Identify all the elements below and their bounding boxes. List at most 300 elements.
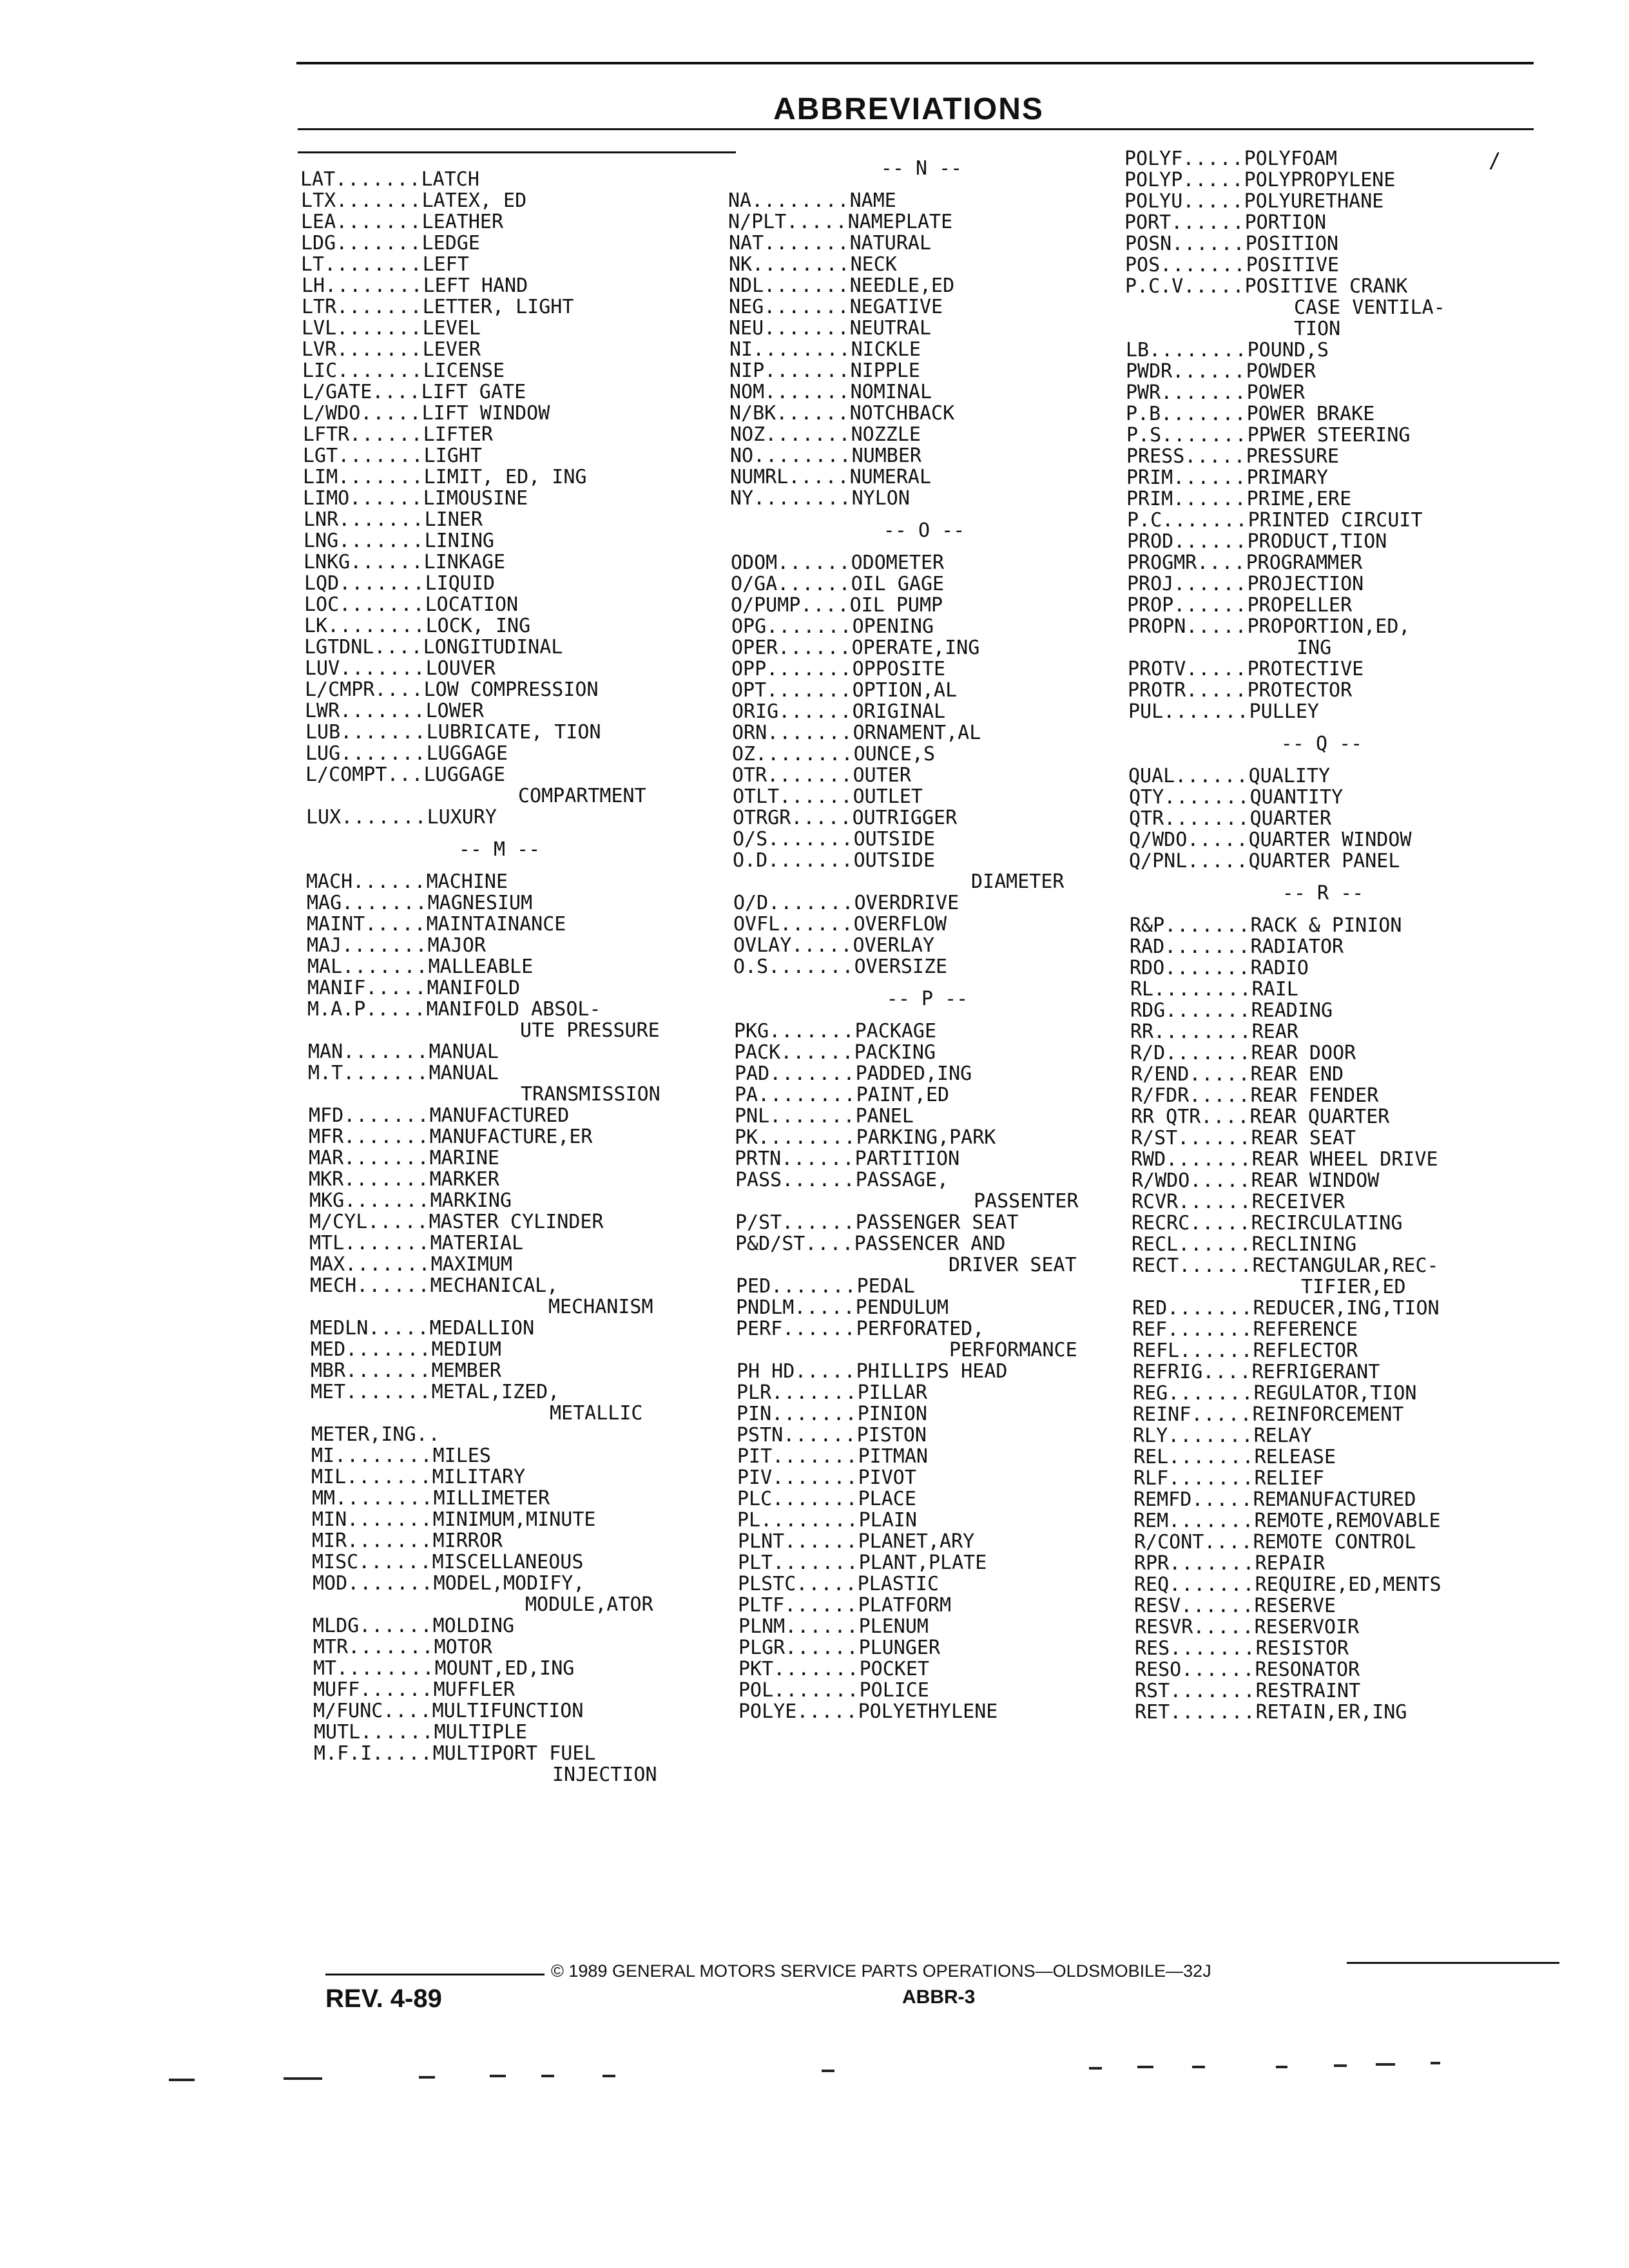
leader-dots: .......: [1169, 1573, 1255, 1596]
scan-mark: [284, 2077, 322, 2080]
abbreviation-code: POLYF: [1124, 148, 1183, 170]
abbreviation-code: MT: [313, 1657, 337, 1680]
abbreviation-meaning: METAL,IZED,: [431, 1381, 560, 1403]
abbreviation-entry: [1133, 1468, 1324, 1489]
abbreviation-code: LT: [301, 253, 325, 276]
abbreviation-entry: [735, 1212, 1019, 1233]
leader-dots: .......: [1167, 1297, 1253, 1320]
abbreviation-meaning: LEFT: [422, 253, 469, 276]
abbreviation-meaning: LATEX, ED: [421, 189, 527, 212]
footer-left-rule: [325, 1974, 545, 1975]
abbreviation-entry: [1135, 1680, 1360, 1702]
abbreviation-entry: [300, 169, 479, 190]
abbreviation-entry: [302, 318, 481, 339]
abbreviation-entry: [312, 1488, 550, 1509]
abbreviation-entry: [311, 1445, 491, 1466]
abbreviation-entry: [1127, 531, 1387, 552]
abbreviation-entry: [1130, 1000, 1333, 1021]
abbreviation-entry: [729, 360, 920, 381]
abbreviation-code: LDG: [301, 232, 336, 255]
leader-dots: .......: [767, 764, 853, 787]
abbreviation-code: OZ: [732, 743, 756, 765]
abbreviation-code: RR: [1130, 1021, 1154, 1043]
abbreviation-meaning: QUALITY: [1248, 765, 1331, 787]
meaning-continuation: DRIVER SEAT: [949, 1254, 1077, 1276]
abbreviation-meaning: POWER BRAKE: [1246, 403, 1375, 425]
abbreviation-code: PASS: [735, 1169, 782, 1191]
abbreviation-meaning: REMANUFACTURED: [1253, 1488, 1416, 1511]
abbreviation-code: POLYU: [1124, 190, 1183, 213]
abbreviation-entry: [1128, 701, 1319, 722]
abbreviation-code: R/ST: [1131, 1127, 1178, 1149]
leader-dots: ......: [359, 1615, 433, 1637]
abbreviation-meaning: MODEL,MODIFY,: [433, 1572, 585, 1595]
abbreviation-entry: [733, 914, 947, 935]
abbreviation-code: REL: [1133, 1446, 1169, 1468]
abbreviation-entry: [302, 403, 550, 424]
abbreviation-meaning: PAINT,ED: [856, 1084, 950, 1106]
leader-dots: ......: [1181, 1658, 1255, 1681]
abbreviation-entry: [731, 637, 979, 658]
abbreviation-meaning: RELIEF: [1254, 1467, 1324, 1490]
abbreviation-meaning: POSITION: [1245, 233, 1339, 255]
abbreviation-entry: [313, 1615, 514, 1637]
leader-dots: ....: [372, 381, 421, 403]
leader-dots: .......: [1164, 786, 1250, 809]
abbreviation-code: NY: [730, 487, 754, 510]
abbreviation-entry: [309, 1126, 593, 1148]
abbreviation-code: MLDG: [313, 1615, 360, 1637]
leader-dots: .......: [1170, 1680, 1256, 1702]
abbreviation-entry: [1126, 446, 1339, 467]
leader-dots: ......: [778, 637, 852, 659]
abbreviation-meaning: PACKAGE: [854, 1020, 937, 1043]
abbreviation-code: LIM: [303, 466, 338, 488]
abbreviation-entry: [302, 296, 574, 318]
abbreviation-entry: [1135, 1617, 1359, 1638]
abbreviation-code: MM: [312, 1487, 336, 1510]
abbreviation-entry: [307, 892, 532, 914]
abbreviation-code: LWR: [305, 700, 340, 722]
abbreviation-code: RED: [1132, 1297, 1168, 1320]
abbreviation-code: MUFF: [313, 1678, 360, 1701]
leader-dots: ......: [356, 1274, 430, 1297]
abbreviation-code: OVFL: [733, 913, 780, 936]
abbreviation-code: REF: [1132, 1318, 1168, 1341]
leader-dots: ......: [779, 785, 853, 808]
abbreviation-entry: [309, 1105, 569, 1126]
leader-dots: .....: [368, 1317, 430, 1340]
abbreviation-entry: [731, 616, 934, 637]
abbreviation-code: P/ST: [735, 1211, 782, 1234]
abbreviation-meaning: MILLIMETER: [433, 1487, 550, 1510]
meaning-continuation: INJECTION: [552, 1763, 657, 1786]
leader-dots: .......: [344, 1232, 430, 1254]
abbreviation-meaning: NOMINAL: [850, 381, 932, 403]
leader-dots: .....: [1190, 1169, 1251, 1192]
leader-dots: ......: [785, 1637, 859, 1659]
abbreviation-code: PLNM: [738, 1615, 786, 1638]
abbreviation-entry: [732, 722, 981, 744]
abbreviation-meaning: OPENING: [852, 615, 934, 638]
abbreviation-code: PRTN: [735, 1148, 782, 1170]
abbreviation-code: LGT: [303, 445, 338, 467]
abbreviation-code: MI: [311, 1445, 335, 1467]
leader-dots: .......: [343, 1041, 429, 1063]
abbreviation-code: MFD: [309, 1104, 344, 1127]
abbreviation-entry: [301, 233, 480, 254]
abbreviation-entry: [305, 743, 508, 764]
abbreviation-code: RET: [1135, 1701, 1170, 1724]
abbreviation-entry: [733, 829, 935, 850]
abbreviation-entry: [313, 1658, 574, 1679]
leader-dots: .....: [786, 211, 848, 233]
abbreviation-meaning: NIPPLE: [850, 360, 920, 382]
meaning-continuation: UTE PRESSURE: [520, 1019, 660, 1042]
meaning-continuation: COMPARTMENT: [518, 785, 646, 807]
abbreviation-code: PACK: [734, 1041, 781, 1064]
meaning-continuation: ING: [1296, 637, 1332, 659]
leader-dots: ......: [1171, 211, 1245, 234]
leader-dots: ......: [1172, 360, 1246, 383]
meaning-continuation: CASE VENTILA-: [1294, 296, 1445, 319]
leader-dots: .......: [772, 1445, 858, 1468]
leader-dots: .....: [1187, 850, 1249, 872]
abbreviation-code: NEU: [729, 317, 764, 340]
abbreviation-meaning: LIMIT, ED, ING: [423, 466, 587, 488]
leader-dots: .......: [346, 1466, 432, 1488]
abbreviation-code: M/CYL: [309, 1211, 368, 1233]
abbreviation-entry: [738, 1658, 929, 1680]
abbreviation-entry: [730, 424, 921, 445]
leader-dots: .......: [344, 1189, 430, 1212]
abbreviation-entry: [310, 1318, 534, 1339]
abbreviation-entry: [735, 1169, 949, 1191]
abbreviation-entry: [737, 1403, 927, 1425]
abbreviation-code: RR QTR: [1131, 1106, 1201, 1128]
abbreviation-meaning: PLACE: [858, 1488, 916, 1510]
leader-dots: ......: [1173, 573, 1248, 595]
leader-dots: ........: [753, 487, 852, 510]
abbreviation-code: MAR: [309, 1147, 344, 1169]
abbreviation-code: LUB: [305, 721, 341, 744]
abbreviation-meaning: MARKING: [430, 1189, 512, 1212]
abbreviation-code: MKR: [309, 1168, 344, 1191]
leader-dots: .......: [1164, 914, 1251, 937]
leader-dots: ........: [336, 1657, 435, 1680]
leader-dots: .......: [345, 1381, 432, 1403]
abbreviation-code: PROTV: [1128, 658, 1186, 680]
abbreviation-meaning: REAR: [1251, 1021, 1298, 1043]
leader-dots: ......: [1178, 1191, 1252, 1213]
abbreviation-entry: [1126, 488, 1351, 510]
abbreviation-entry: [302, 275, 528, 296]
abbreviation-code: M/FUNC: [313, 1700, 383, 1722]
abbreviation-entry: [1129, 808, 1331, 829]
abbreviation-meaning: PASSENCER AND: [854, 1233, 1006, 1255]
abbreviation-meaning: LATCH: [421, 168, 479, 191]
abbreviation-code: PLNT: [738, 1530, 785, 1553]
abbreviation-meaning: LIFT WINDOW: [421, 402, 550, 425]
leader-dots: ......: [781, 1148, 855, 1170]
leader-dots: ........: [753, 338, 851, 361]
abbreviation-meaning: LETTER, LIGHT: [422, 296, 574, 318]
abbreviation-entry: [730, 466, 931, 488]
abbreviation-meaning: LICENSE: [423, 360, 505, 382]
leader-dots: .......: [343, 1168, 430, 1191]
abbreviation-entry: [309, 1148, 499, 1169]
abbreviation-code: RLY: [1133, 1425, 1168, 1447]
leader-dots: .......: [769, 1105, 856, 1128]
abbreviation-entry: [1127, 510, 1423, 531]
scan-mark: [1089, 2067, 1102, 2070]
abbreviation-code: LNR: [304, 508, 339, 531]
abbreviation-code: O.D: [733, 849, 768, 872]
scan-mark: [1334, 2064, 1347, 2067]
scan-mark: [602, 2075, 615, 2077]
leader-dots: ....: [1197, 552, 1246, 574]
abbreviation-meaning: RECLINING: [1251, 1233, 1357, 1256]
abbreviation-entry: [1133, 1404, 1403, 1425]
abbreviation-code: LVR: [302, 338, 337, 361]
abbreviation-meaning: POLYETHYLENE: [858, 1700, 998, 1723]
abbreviation-code: MAN: [308, 1041, 343, 1063]
abbreviation-code: PAD: [735, 1062, 770, 1085]
abbreviation-code: MIN: [312, 1508, 347, 1531]
abbreviation-meaning: MAXIMUM: [430, 1253, 513, 1276]
section-letter-heading: -- M --: [458, 838, 541, 861]
leader-dots: ......: [777, 573, 851, 595]
leader-dots: .....: [1193, 1616, 1255, 1639]
abbreviation-meaning: PORTION: [1244, 211, 1327, 234]
abbreviation-entry: [732, 744, 935, 765]
leader-dots: .......: [347, 1508, 433, 1531]
abbreviation-meaning: NEGATIVE: [849, 296, 943, 318]
leader-dots: .......: [1168, 1446, 1255, 1468]
abbreviation-meaning: NAMEPLATE: [847, 211, 953, 233]
abbreviation-meaning: PRIMARY: [1246, 466, 1329, 489]
abbreviation-meaning: PLASTIC: [857, 1573, 940, 1595]
leader-dots: .......: [1162, 509, 1248, 532]
abbreviation-code: MANIF: [307, 977, 366, 999]
abbreviation-code: NK: [729, 253, 753, 276]
abbreviation-code: NOZ: [730, 423, 766, 446]
scan-mark: [419, 2076, 435, 2079]
abbreviation-code: PLT: [738, 1552, 773, 1574]
abbreviation-code: MAG: [307, 892, 342, 914]
leader-dots: .....: [1182, 190, 1244, 213]
leader-dots: .......: [342, 934, 428, 957]
leader-dots: ........: [758, 1084, 856, 1106]
abbreviation-code: PRIM: [1126, 466, 1173, 489]
leader-dots: .......: [765, 423, 851, 446]
abbreviation-meaning: REFERENCE: [1253, 1318, 1358, 1341]
leader-dots: .......: [773, 1552, 859, 1574]
abbreviation-entry: [1129, 787, 1343, 808]
leader-dots: .....: [1191, 1488, 1253, 1511]
abbreviation-meaning: NICKLE: [851, 338, 921, 361]
leader-dots: ......: [1173, 530, 1248, 553]
leader-dots: .......: [1161, 381, 1247, 404]
leader-dots: .......: [345, 1360, 432, 1382]
abbreviation-entry: [304, 552, 505, 573]
leader-dots: ......: [784, 1530, 858, 1553]
abbreviation-code: OPP: [731, 658, 767, 680]
leader-dots: .......: [336, 232, 422, 255]
abbreviation-meaning: MULTIPORT FUEL: [432, 1742, 596, 1765]
abbreviation-entry: [1129, 850, 1400, 872]
abbreviation-code: R&P: [1130, 914, 1165, 937]
abbreviation-meaning: MOTOR: [434, 1636, 492, 1658]
abbreviation-meaning: PERFORATED,: [856, 1318, 985, 1340]
abbreviation-code: LB: [1126, 339, 1150, 361]
leader-dots: .......: [1164, 936, 1251, 958]
abbreviation-code: LVL: [302, 317, 337, 340]
leader-dots: .......: [773, 1658, 860, 1680]
leader-dots: .....: [794, 1296, 856, 1319]
abbreviation-entry: [730, 488, 910, 509]
abbreviation-entry: [728, 211, 952, 233]
abbreviation-code: PLR: [737, 1381, 772, 1404]
abbreviation-code: POS: [1125, 254, 1161, 276]
abbreviation-meaning: PROPELLER: [1247, 594, 1353, 617]
abbreviation-code: MAINT: [307, 913, 365, 936]
abbreviation-code: LFTR: [303, 423, 350, 446]
abbreviation-code: OPER: [731, 637, 778, 659]
abbreviation-entry: [1132, 1213, 1402, 1234]
abbreviation-entry: [308, 1062, 499, 1084]
abbreviation-meaning: PPWER STEERING: [1247, 424, 1411, 447]
leader-dots: .....: [1183, 275, 1245, 298]
abbreviation-meaning: NEUTRAL: [849, 317, 932, 340]
leader-dots: ....: [383, 1742, 433, 1765]
abbreviation-entry: [732, 701, 945, 722]
abbreviation-entry: [729, 275, 954, 296]
abbreviation-code: MET: [311, 1381, 346, 1403]
abbreviation-meaning: POLICE: [859, 1679, 929, 1702]
abbreviation-entry: [737, 1382, 927, 1403]
leader-dots: ......: [352, 870, 427, 893]
leader-dots: .......: [1166, 1148, 1252, 1171]
abbreviation-meaning: MISCELLANEOUS: [432, 1551, 584, 1573]
leader-dots: .......: [767, 722, 853, 744]
abbreviation-meaning: PLENUM: [858, 1615, 929, 1638]
abbreviation-entry: [312, 1509, 596, 1530]
leader-dots: ....: [377, 998, 427, 1021]
abbreviation-code: MECH: [310, 1274, 357, 1297]
abbreviation-entry: [1127, 595, 1352, 616]
abbreviation-meaning: MEDIUM: [431, 1338, 501, 1361]
abbreviation-code: R/D: [1130, 1042, 1166, 1064]
leader-dots: ....: [805, 1233, 854, 1255]
abbreviation-entry: [1131, 1085, 1378, 1106]
abbreviation-meaning: NYLON: [851, 487, 910, 510]
leader-dots: .......: [345, 1338, 432, 1361]
leader-dots: .....: [1186, 679, 1248, 702]
abbreviation-meaning: REAR SEAT: [1251, 1127, 1356, 1149]
abbreviation-entry: [1132, 1234, 1356, 1255]
leader-dots: ........: [1153, 978, 1252, 1001]
abbreviation-code: M.A.P.: [307, 998, 378, 1021]
abbreviation-entry: [313, 1679, 515, 1700]
leader-dots: ....: [374, 636, 423, 658]
abbreviation-entry: [1130, 915, 1402, 936]
leader-dots: ......: [360, 1721, 434, 1744]
leader-dots: ........: [327, 615, 426, 637]
abbreviation-code: MTL: [309, 1232, 345, 1254]
abbreviation-meaning: REDUCER,ING,TION: [1253, 1297, 1440, 1320]
abbreviation-code: L/WDO: [302, 402, 361, 425]
leader-dots: .....: [1189, 1063, 1251, 1086]
abbreviation-meaning: REQUIRE,ED,MENTS: [1255, 1573, 1441, 1596]
abbreviation-entry: [729, 233, 931, 254]
abbreviation-code: LOC: [304, 593, 340, 616]
abbreviation-entry: [1132, 1170, 1379, 1191]
abbreviation-entry: [303, 488, 528, 509]
leader-dots: ........: [752, 253, 851, 276]
abbreviation-meaning: QUARTER: [1249, 807, 1332, 830]
abbreviation-entry: [301, 190, 526, 211]
abbreviation-meaning: MILES: [432, 1445, 491, 1467]
abbreviation-meaning: POUND,S: [1247, 339, 1329, 361]
abbreviation-entry: [736, 1276, 915, 1297]
abbreviation-entry: [310, 1254, 512, 1275]
leader-dots: ......: [1173, 594, 1248, 617]
abbreviation-code: REM: [1133, 1510, 1169, 1532]
abbreviation-code: PL: [737, 1509, 761, 1532]
abbreviation-meaning: MATERIAL: [430, 1232, 524, 1254]
abbreviation-meaning: OVERDRIVE: [854, 892, 959, 914]
leader-dots: .......: [1168, 1425, 1254, 1447]
abbreviation-entry: [729, 339, 921, 360]
abbreviation-entry: [736, 1297, 949, 1318]
leader-dots: ......: [1173, 488, 1247, 510]
abbreviation-entry: [1124, 169, 1395, 191]
leader-dots: ......: [1179, 1340, 1253, 1362]
abbreviation-code: LK: [304, 615, 328, 637]
abbreviation-code: PWDR: [1126, 360, 1173, 383]
leader-dots: ......: [1178, 1233, 1252, 1256]
abbreviation-code: PROGMR: [1127, 552, 1197, 574]
abbreviation-code: R/WDO: [1132, 1169, 1190, 1192]
leader-dots: ......: [1171, 233, 1246, 255]
abbreviation-entry: [737, 1488, 916, 1510]
abbreviation-meaning: LUXURY: [427, 806, 497, 829]
leader-dots: .......: [1165, 999, 1251, 1022]
abbreviation-entry: [729, 254, 897, 275]
abbreviation-entry: [1131, 1064, 1344, 1085]
leader-dots: .....: [1190, 1212, 1251, 1235]
leader-dots: .....: [367, 1211, 429, 1233]
leader-dots: .......: [764, 232, 850, 255]
leader-dots: .......: [1164, 807, 1250, 830]
abbreviation-entry: [305, 722, 601, 743]
abbreviation-meaning: NUMBER: [851, 445, 921, 467]
abbreviation-meaning: LUGGAGE: [423, 764, 506, 786]
meaning-continuation: MODULE,ATOR: [525, 1593, 653, 1616]
abbreviation-meaning: RACK & PINION: [1250, 914, 1402, 937]
abbreviation-entry: [733, 935, 934, 956]
abbreviation-entry: [309, 1233, 523, 1254]
leader-dots: .......: [336, 296, 423, 318]
abbreviation-entry: [304, 615, 530, 637]
abbreviation-code: LTX: [301, 189, 336, 212]
abbreviation-meaning: PIVOT: [858, 1466, 916, 1489]
abbreviation-meaning: OPERATE,ING: [851, 637, 980, 659]
abbreviation-entry: [1126, 467, 1328, 488]
leader-dots: .......: [338, 508, 425, 531]
abbreviation-meaning: MASTER CYLINDER: [429, 1211, 604, 1233]
